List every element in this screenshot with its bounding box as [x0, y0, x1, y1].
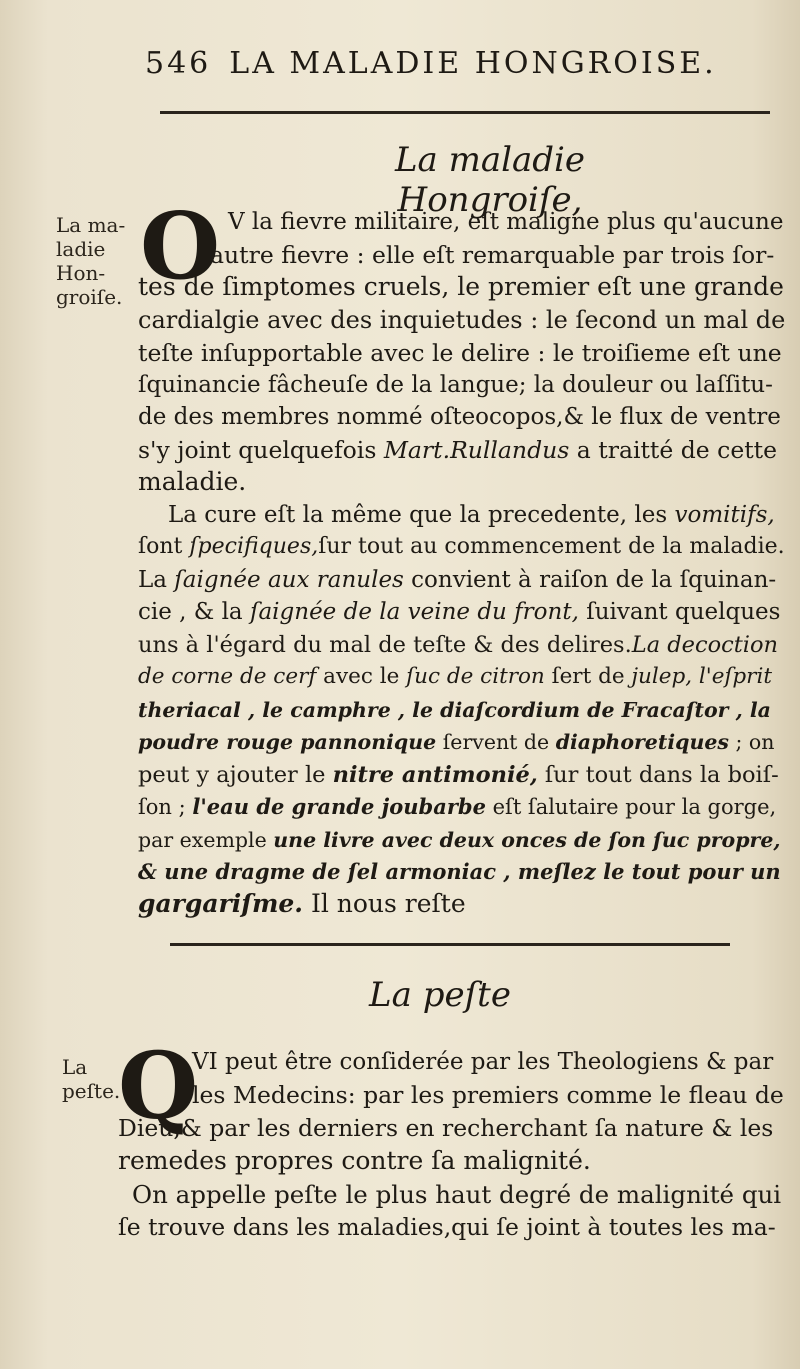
text-line: cie , & la ſaignée de la veine du front, ſuivant quelques — [138, 599, 781, 625]
text-line: les Medecins: par les premiers comme le fleau de — [192, 1081, 784, 1109]
running-title: LA MALADIE HONGROISE. — [229, 46, 717, 81]
text-line: Dieu,& par les derniers en recherchant ſa nature & les — [118, 1114, 774, 1142]
text-line: s'y joint quelquefois Mart.Rullandus a traitté de cette — [138, 436, 778, 464]
text-line: VI peut être conſiderée par les Theologiens & par — [192, 1049, 774, 1075]
text-line: maladie. — [138, 467, 247, 496]
header-rule — [160, 111, 770, 114]
margin-note-line: ladie — [56, 237, 106, 261]
margin-note-line: La — [62, 1055, 88, 1079]
margin-note-peste — [62, 1055, 122, 1103]
section-title-peste: La peſte — [369, 975, 511, 1015]
text-line: La cure eſt la même que la precedente, les vomitifs, — [168, 502, 775, 528]
text-line: V la fievre militaire, eſt maligne plus qu'aucune — [228, 209, 784, 235]
text-line: peut y ajouter le nitre antimonié, ſur tout dans la boiſ- — [138, 762, 779, 788]
text-line: ſont ſpecifiques,ſur tout au commencement de la maladie. — [138, 534, 785, 559]
margin-note-line: peſte. — [62, 1079, 121, 1103]
text-line: cardialgie avec des inquietudes : le ſecond un mal de — [138, 306, 786, 334]
drop-cap-q: Q — [118, 1032, 199, 1140]
text-line: gargariſme. Il nous reſte — [138, 889, 466, 918]
text-line: theriacal , le camphre , le diaſcordium de Fracaſtor , la — [138, 698, 771, 722]
text-line: par exemple une livre avec deux onces de ſon ſuc propre, — [138, 828, 781, 852]
margin-note-maladie — [56, 213, 128, 309]
text-line: ſe trouve dans les maladies,qui ſe joint à toutes les ma- — [118, 1213, 776, 1241]
drop-cap-o: O — [140, 192, 221, 300]
page-number: 546 — [145, 46, 212, 81]
text-line: poudre rouge pannonique ſervent de diaphoretiques ; on — [138, 730, 775, 754]
text-line: ſon ; l'eau de grande joubarbe eſt ſalutaire pour la gorge, — [138, 794, 777, 819]
margin-note-line: groiſe. — [56, 285, 123, 309]
running-header — [145, 46, 785, 86]
section-title-maladie-hongroise: La maladie Hongroiſe, — [394, 140, 586, 220]
text-line: autre fievre : elle eſt remarquable par trois ſor- — [210, 241, 775, 269]
text-line: uns à l'égard du mal de teſte & des delires.La decoction — [138, 632, 779, 658]
text-line: de des membres nommé oſteocopos,& le flux de ventre — [138, 404, 781, 430]
section-divider-rule — [170, 943, 730, 946]
text-line: On appelle peſte le plus haut degré de malignité qui — [132, 1180, 782, 1209]
text-line: ſquinancie fâcheuſe de la langue; la douleur ou laſſitu- — [138, 372, 773, 398]
text-line: tes de ſimptomes cruels, le premier eſt une grande — [138, 272, 784, 301]
text-line: & une dragme de ſel armoniac , meſlez le tout pour un — [138, 859, 781, 884]
margin-note-line: Hon- — [56, 261, 106, 285]
margin-note-line: La ma- — [56, 213, 126, 237]
text-line: de corne de cerf avec le ſuc de citron ſert de julep, l'eſprit — [138, 664, 772, 689]
text-line: teſte inſupportable avec le delire : le troiſieme eſt une — [138, 339, 782, 367]
text-line: La ſaignée aux ranules convient à raiſon de la ſquinan- — [138, 567, 777, 593]
text-line: remedes propres contre ſa malignité. — [118, 1146, 591, 1175]
